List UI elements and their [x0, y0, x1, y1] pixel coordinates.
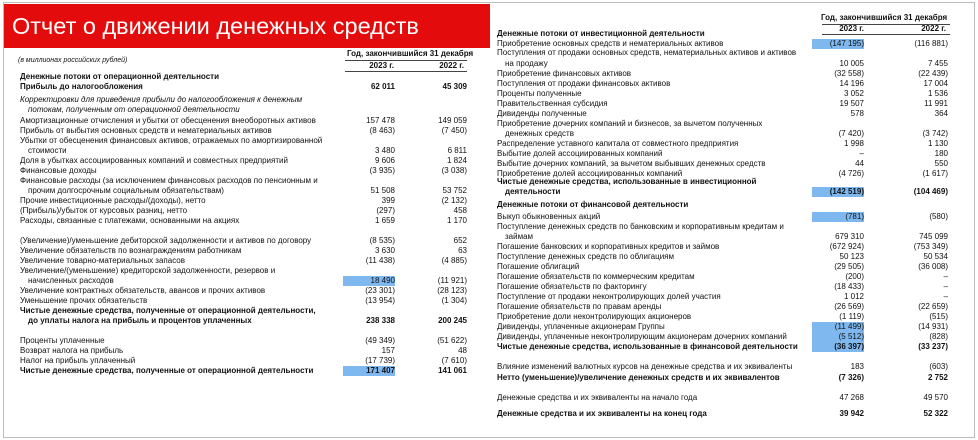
value-2022: (51 622): [437, 336, 467, 345]
right-statement-row: [497, 302, 955, 312]
value-2023: (11 499): [812, 322, 864, 332]
value-2022: (36 008): [918, 262, 948, 271]
value-2023: (8 463): [369, 126, 395, 135]
value-2022: (116 881): [914, 39, 948, 48]
row-label: Убытки от обесценения финансовых активов, отражаемых по амортизированной: [20, 136, 323, 145]
value-2023: 157 478: [366, 116, 395, 125]
row-label: начисленных расходов: [28, 276, 114, 285]
value-2023: 19 507: [839, 99, 864, 108]
row-label: Приобретение финансовых активов: [497, 69, 632, 78]
row-label: Погашение обязательств по коммерческим кредитам: [497, 272, 695, 281]
value-2023: (147 195): [812, 39, 864, 49]
left-statement-row: [20, 156, 470, 166]
right-statement-row: [497, 99, 955, 109]
value-2023: 679 310: [835, 232, 864, 241]
value-2022: (3 742): [922, 129, 948, 138]
value-2023: 14 196: [839, 79, 864, 88]
right-statement-row: [497, 159, 955, 169]
left-statement-row: [20, 236, 470, 246]
value-2022: (22 659): [918, 302, 948, 311]
right-statement-row: [497, 59, 955, 69]
right-statement-row: [497, 393, 955, 403]
page-title: Отчет о движении денежных средств: [4, 4, 490, 48]
right-statement-row: [497, 222, 955, 232]
left-year-2022: 2022 г.: [439, 61, 464, 70]
left-period-header: Год, закончившийся 31 декабря: [347, 49, 474, 58]
value-2023: –: [859, 149, 864, 158]
row-label: Выбытие дочерних компаний, за вычетом выбывших денежных средств: [497, 159, 766, 168]
row-label: Чистые денежные средства, использованные в инвестиционной: [497, 177, 757, 186]
value-2023: (17 739): [365, 356, 395, 365]
left-statement-row: [20, 82, 470, 92]
left-statement-row: [20, 72, 470, 82]
row-label: Увеличение товарно-материальных запасов: [20, 256, 185, 265]
value-2023: (3 935): [369, 166, 395, 175]
row-label: Приобретение дочерних компаний и бизнесов, за вычетом полученных: [497, 119, 763, 128]
value-2023: 578: [850, 109, 864, 118]
left-statement-row: [20, 356, 470, 366]
row-label: до уплаты налога на прибыль и процентов уплаченных: [28, 316, 252, 325]
value-2023: (11 438): [365, 256, 395, 265]
right-statement-row: [497, 292, 955, 302]
left-statement-row: [20, 306, 470, 316]
row-label: Поступления от продажи финансовых активов: [497, 79, 671, 88]
right-statement-row: [497, 373, 955, 383]
row-label: Выкуп обыкновенных акций: [497, 212, 601, 221]
left-statement-row: [20, 116, 470, 126]
row-label: Выбытие долей ассоциированных компаний: [497, 149, 663, 158]
value-2023: (200): [845, 272, 864, 281]
right-statement-row: [497, 212, 955, 222]
value-2023: 9 606: [374, 156, 395, 165]
value-2022: (22 439): [918, 69, 948, 78]
left-statement-row: [20, 316, 470, 326]
value-2022: 6 811: [447, 146, 467, 155]
row-label: Возврат налога на прибыль: [20, 346, 124, 355]
row-label: Распределение уставного капитала от совместного предприятия: [497, 139, 739, 148]
value-2023: (36 397): [812, 342, 864, 352]
row-label: на продажу: [505, 59, 548, 68]
right-statement-row: [497, 200, 955, 210]
left-statement-row: [20, 166, 470, 176]
right-statement-row: [497, 232, 955, 242]
value-2023: 50 123: [839, 252, 864, 261]
row-label: Денежные потоки от финансовой деятельности: [497, 200, 689, 209]
value-2022: (104 469): [913, 187, 948, 196]
row-label: Поступление денежных средств по банковским и корпоративным кредитам и: [497, 222, 784, 231]
row-label: Денежные средства и их эквиваленты на начало года: [497, 393, 698, 402]
value-2022: 11 991: [924, 99, 948, 108]
right-statement-row: [497, 29, 955, 39]
row-label: Поступления от продажи основных средств, нематериальных активов и активов: [497, 48, 797, 57]
right-statement-row: [497, 79, 955, 89]
value-2022: 1 824: [446, 156, 467, 165]
value-2023: 171 407: [343, 366, 395, 376]
left-statement-row: [20, 216, 470, 226]
right-period-header: Год, закончившийся 31 декабря: [821, 13, 948, 22]
value-2022: (4 885): [441, 256, 467, 265]
row-label: Приобретение доли неконтролирующих акционеров: [497, 312, 692, 321]
value-2023: (142 519): [812, 187, 864, 197]
value-2023: (7 326): [838, 373, 864, 382]
row-label: (Увеличение)/уменьшение дебиторской задолженности и активов по договору: [20, 236, 312, 245]
row-label: Прибыль от выбытия основных средств и нематериальных активов: [20, 126, 272, 135]
row-label: Чистые денежные средства, полученные от операционной деятельности,: [20, 306, 316, 315]
right-statement-row: [497, 48, 955, 58]
value-2022: 45 309: [442, 82, 467, 91]
value-2022: (3 038): [441, 166, 467, 175]
value-2023: 18 490: [343, 276, 395, 286]
value-2022: 17 004: [923, 79, 948, 88]
row-label: Нетто (уменьшение)/увеличение денежных средств и их эквивалентов: [497, 373, 780, 382]
value-2023: (29 505): [834, 262, 864, 271]
row-label: Расходы, связанные с платежами, основанными на акциях: [20, 216, 240, 225]
left-statement-row: [20, 336, 470, 346]
left-statement-row: [20, 256, 470, 266]
row-label: Погашение облигаций: [497, 262, 580, 271]
value-2022: 200 245: [438, 316, 467, 325]
left-statement-row: [20, 105, 470, 115]
value-2022: 1 536: [927, 89, 948, 98]
value-2023: 44: [855, 159, 864, 168]
right-statement-row: [497, 252, 955, 262]
value-2022: 149 059: [438, 116, 467, 125]
value-2023: (32 558): [834, 69, 864, 78]
value-2022: 53 752: [442, 186, 467, 195]
value-2022: 652: [453, 236, 467, 245]
row-label: Увеличение/(уменьшение) кредиторской задолженности, резервов и: [20, 266, 276, 275]
value-2023: 47 268: [839, 393, 864, 402]
value-2023: (4 726): [838, 169, 864, 178]
value-2022: (7 450): [441, 126, 467, 135]
value-2022: (753 349): [913, 242, 948, 251]
row-label: Погашение обязательств по факторингу: [497, 282, 647, 291]
row-label: Дивиденды, уплаченные неконтролирующим акционерам дочерних компаний: [497, 332, 787, 341]
row-label: Амортизационные отчисления и убытки от обесценения внеоборотных активов: [20, 116, 316, 125]
right-statement-row: [497, 322, 955, 332]
value-2023: (49 349): [365, 336, 395, 345]
left-statement-row: [20, 176, 470, 186]
value-2023: (672 924): [829, 242, 864, 251]
left-statement-row: [20, 126, 470, 136]
row-label: Корректировки для приведения прибыли до налогообложения к денежным: [20, 95, 303, 104]
value-2022: (7 610): [441, 356, 467, 365]
right-statement-row: [497, 149, 955, 159]
right-year-2022: 2022 г.: [921, 24, 946, 33]
value-2022: (603): [929, 362, 948, 371]
left-statement-row: [20, 136, 470, 146]
row-label: Приобретение основных средств и нематериальных активов: [497, 39, 724, 48]
value-2022: 550: [934, 159, 948, 168]
row-label: Финансовые расходы (за исключением финансовых расходов по пенсионным и: [20, 176, 318, 185]
right-statement-row: [497, 282, 955, 292]
value-2023: 3 630: [374, 246, 395, 255]
value-2022: (14 931): [918, 322, 948, 331]
value-2023: 157: [381, 346, 395, 355]
row-label: Увеличение контрактных обязательств, авансов и прочих активов: [20, 286, 266, 295]
left-statement-row: [20, 286, 470, 296]
left-statement-row: [20, 366, 470, 376]
value-2023: (26 569): [834, 302, 864, 311]
value-2023: (1 119): [839, 312, 864, 321]
row-label: Правительственная субсидия: [497, 99, 608, 108]
value-2022: 49 570: [923, 393, 948, 402]
right-year-2023: 2023 г.: [839, 24, 864, 33]
left-statement-row: [20, 186, 470, 196]
left-statement-row: [20, 346, 470, 356]
left-statement-row: [20, 296, 470, 306]
value-2022: 141 061: [438, 366, 467, 375]
row-label: Дивиденды полученные: [497, 109, 587, 118]
value-2022: (828): [929, 332, 948, 341]
row-label: Денежные потоки от операционной деятельности: [20, 72, 219, 81]
value-2022: –: [943, 292, 948, 301]
value-2022: (33 237): [918, 342, 948, 351]
row-label: Чистые денежные средства, полученные от операционной деятельности: [20, 366, 314, 375]
right-statement-row: [497, 109, 955, 119]
row-label: денежных средств: [505, 129, 574, 138]
value-2023: 238 338: [366, 316, 395, 325]
row-label: Налог на прибыль уплаченный: [20, 356, 136, 365]
value-2023: (781): [812, 212, 864, 222]
right-statement-row: [497, 187, 955, 197]
value-2023: 1 998: [843, 139, 864, 148]
value-2022: 458: [453, 206, 467, 215]
value-2022: (2 132): [441, 196, 467, 205]
row-label: прочим долгосрочным социальным обязательствам): [28, 186, 224, 195]
row-label: Проценты полученные: [497, 89, 582, 98]
row-label: потокам, полученным от операционной деятельности: [28, 105, 240, 114]
left-statement-row: [20, 146, 470, 156]
value-2022: (28 123): [437, 286, 467, 295]
right-statement-row: [497, 362, 955, 372]
row-label: Поступление от продажи неконтролирующих долей участия: [497, 292, 721, 301]
value-2022: 180: [934, 149, 948, 158]
right-statement-row: [497, 409, 955, 419]
value-2023: (297): [376, 206, 395, 215]
row-label: Доля в убытках ассоциированных компаний и совместных предприятий: [20, 156, 288, 165]
value-2022: 364: [934, 109, 948, 118]
value-2022: 48: [458, 346, 467, 355]
left-statement-row: [20, 196, 470, 206]
row-label: Увеличение обязательств по вознаграждениям работникам: [20, 246, 242, 255]
value-2022: (515): [929, 312, 948, 321]
row-label: Приобретение долей ассоциированных компаний: [497, 169, 683, 178]
right-statement-row: [497, 177, 955, 187]
value-2022: 7 455: [927, 59, 948, 68]
value-2023: 51 508: [370, 186, 395, 195]
row-label: Погашение обязательств по правам аренды: [497, 302, 662, 311]
value-2022: 50 534: [923, 252, 948, 261]
row-label: Финансовые доходы: [20, 166, 97, 175]
right-statement-row: [497, 272, 955, 282]
value-2023: 3 480: [374, 146, 395, 155]
row-label: Прибыль до налогообложения: [20, 82, 143, 91]
row-label: Погашение банковских и корпоративных кредитов и займов: [497, 242, 720, 251]
right-statement-row: [497, 119, 955, 129]
right-statement-row: [497, 139, 955, 149]
value-2022: 52 322: [923, 409, 948, 418]
right-statement-row: [497, 312, 955, 322]
value-2023: 1 012: [843, 292, 864, 301]
row-label: Прочие инвестиционные расходы/(доходы), нетто: [20, 196, 206, 205]
value-2023: 399: [381, 196, 395, 205]
row-label: Чистые денежные средства, использованные в финансовой деятельности: [497, 342, 798, 351]
value-2023: (23 301): [365, 286, 395, 295]
value-2023: 10 005: [839, 59, 864, 68]
right-statement-row: [497, 89, 955, 99]
value-2023: (18 433): [834, 282, 864, 291]
value-2023: 39 942: [839, 409, 864, 418]
right-statement-row: [497, 262, 955, 272]
value-2022: 1 170: [446, 216, 467, 225]
right-statement-row: [497, 129, 955, 139]
row-label: займам: [505, 232, 534, 241]
right-statement-row: [497, 332, 955, 342]
right-statement-row: [497, 242, 955, 252]
left-statement-row: [20, 276, 470, 286]
row-label: (Прибыль)/убыток от курсовых разниц, нетто: [20, 206, 188, 215]
left-statement-row: [20, 206, 470, 216]
value-2022: 63: [458, 246, 467, 255]
right-statement-row: [497, 69, 955, 79]
value-2022: 1 130: [927, 139, 948, 148]
right-statement-row: [497, 342, 955, 352]
row-label: Уменьшение прочих обязательств: [20, 296, 148, 305]
row-label: Денежные средства и их эквиваленты на конец года: [497, 409, 707, 418]
value-2022: (580): [929, 212, 948, 221]
value-2023: 183: [850, 362, 864, 371]
units-note-text: (в миллионах российских рублей): [18, 57, 128, 64]
value-2022: 745 099: [919, 232, 948, 241]
units-note: [18, 56, 348, 66]
left-statement-row: [20, 246, 470, 256]
row-label: Влияние изменений валютных курсов на денежные средства и их эквиваленты: [497, 362, 793, 371]
value-2022: –: [943, 272, 948, 281]
row-label: деятельности: [505, 187, 561, 196]
value-2023: (5 512): [812, 332, 864, 342]
value-2022: (1 617): [922, 169, 948, 178]
value-2022: (11 921): [437, 276, 467, 285]
value-2022: 2 752: [927, 373, 948, 382]
value-2023: 62 011: [370, 82, 395, 91]
value-2022: (1 304): [441, 296, 467, 305]
value-2023: (7 420): [838, 129, 864, 138]
value-2022: –: [943, 282, 948, 291]
row-label: Дивиденды, уплаченные акционерам Группы: [497, 322, 665, 331]
value-2023: (13 954): [365, 296, 395, 305]
left-statement-row: [20, 266, 470, 276]
row-label: Денежные потоки от инвестиционной деятельности: [497, 29, 705, 38]
left-year-2023: 2023 г.: [369, 61, 394, 70]
row-label: Поступление денежных средств по облигациям: [497, 252, 675, 261]
value-2023: (8 535): [369, 236, 395, 245]
row-label: стоимости: [28, 146, 67, 155]
value-2023: 3 052: [843, 89, 864, 98]
left-statement-row: [20, 95, 470, 105]
value-2023: 1 659: [374, 216, 395, 225]
row-label: Проценты уплаченные: [20, 336, 105, 345]
